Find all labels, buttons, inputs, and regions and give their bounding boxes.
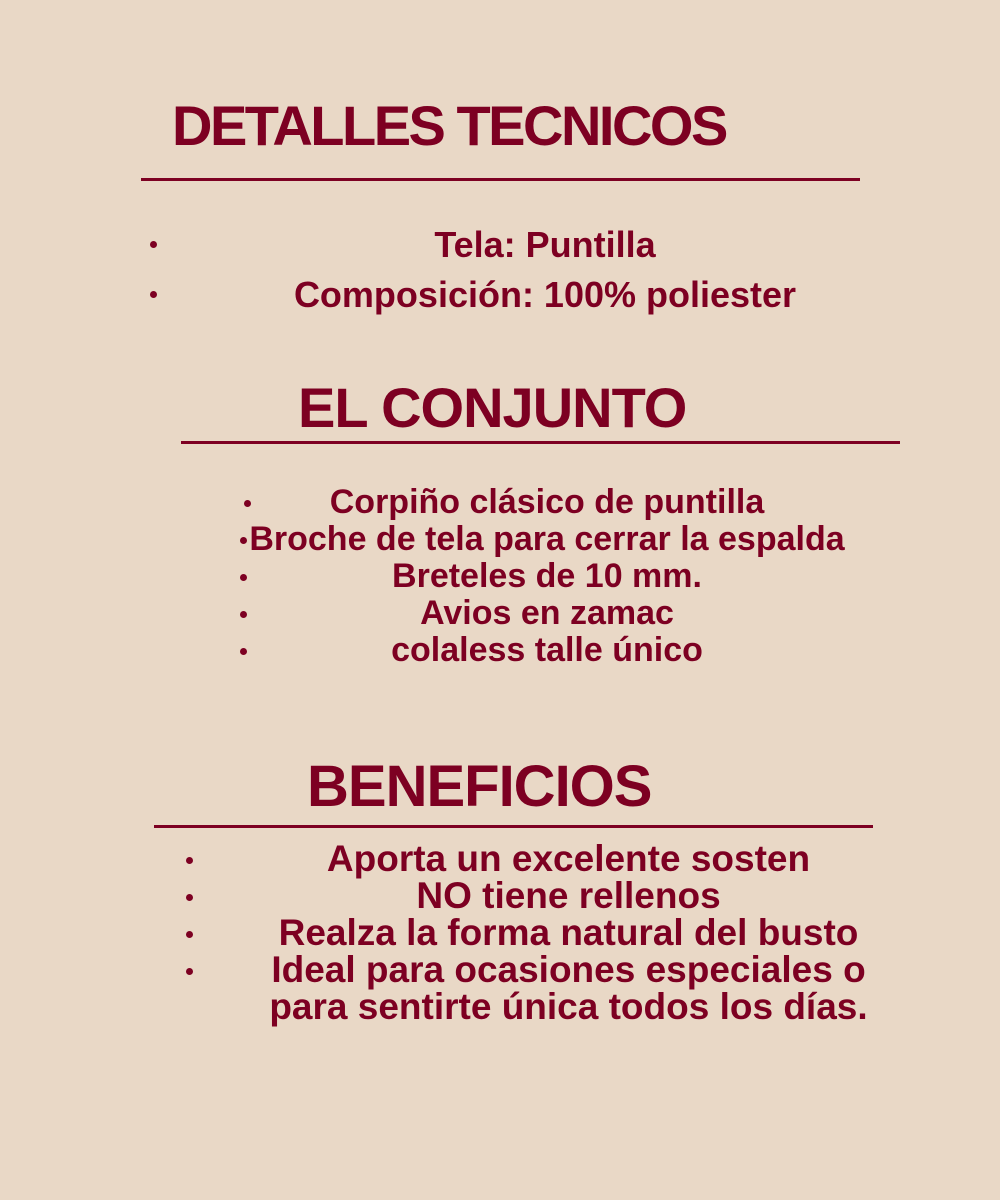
bullet-dot-icon (240, 611, 247, 618)
list-item (232, 595, 862, 632)
list-item-text: Broche de tela para cerrar la espalda (249, 520, 845, 558)
list-item (232, 484, 862, 521)
list-item-text: Aporta un excelente sosten (326, 838, 811, 879)
bullet-dot-icon (244, 500, 251, 507)
list-item-text: Avios en zamac (420, 594, 674, 632)
list-item-text: Realza la forma natural del busto (278, 912, 859, 953)
bullet-dot-icon (240, 648, 247, 655)
heading-beneficios: BENEFICIOS (307, 754, 652, 819)
bullet-dot-icon (186, 931, 193, 938)
list-beneficios (180, 840, 917, 1025)
heading-el-conjunto: EL CONJUNTO (298, 376, 687, 439)
list-item (180, 877, 917, 914)
bullet-dot-icon (150, 241, 157, 248)
list-item (232, 521, 862, 558)
heading-detalles-tecnicos: DETALLES TECNICOS (172, 94, 726, 157)
bullet-dot-icon (186, 857, 193, 864)
list-item (140, 220, 900, 270)
divider-line (154, 825, 873, 828)
list-item (180, 951, 917, 1025)
list-item (232, 558, 862, 595)
bullet-dot-icon (186, 894, 193, 901)
bullet-dot-icon (150, 291, 157, 298)
list-item (180, 914, 917, 951)
bullet-dot-icon (186, 968, 193, 975)
list-item (232, 632, 862, 669)
divider-line (141, 178, 860, 181)
list-item-text: colaless talle único (391, 631, 703, 669)
list-item-text: Corpiño clásico de puntilla (329, 483, 765, 521)
list-item (180, 840, 917, 877)
bullet-dot-icon (240, 574, 247, 581)
list-item-text: NO tiene rellenos (416, 875, 721, 916)
bullet-dot-icon (240, 537, 247, 544)
list-item-text: Breteles de 10 mm. (392, 557, 702, 595)
list-item-text: Tela: Puntilla (434, 224, 656, 265)
list-el-conjunto (232, 484, 862, 669)
list-item-text: Ideal para ocasiones especiales o para sentirte única todos los días. (269, 949, 868, 1027)
list-item (140, 270, 900, 320)
list-detalles-tecnicos (140, 220, 900, 320)
list-item-text: Composición: 100% poliester (293, 274, 797, 315)
divider-line (181, 441, 900, 444)
